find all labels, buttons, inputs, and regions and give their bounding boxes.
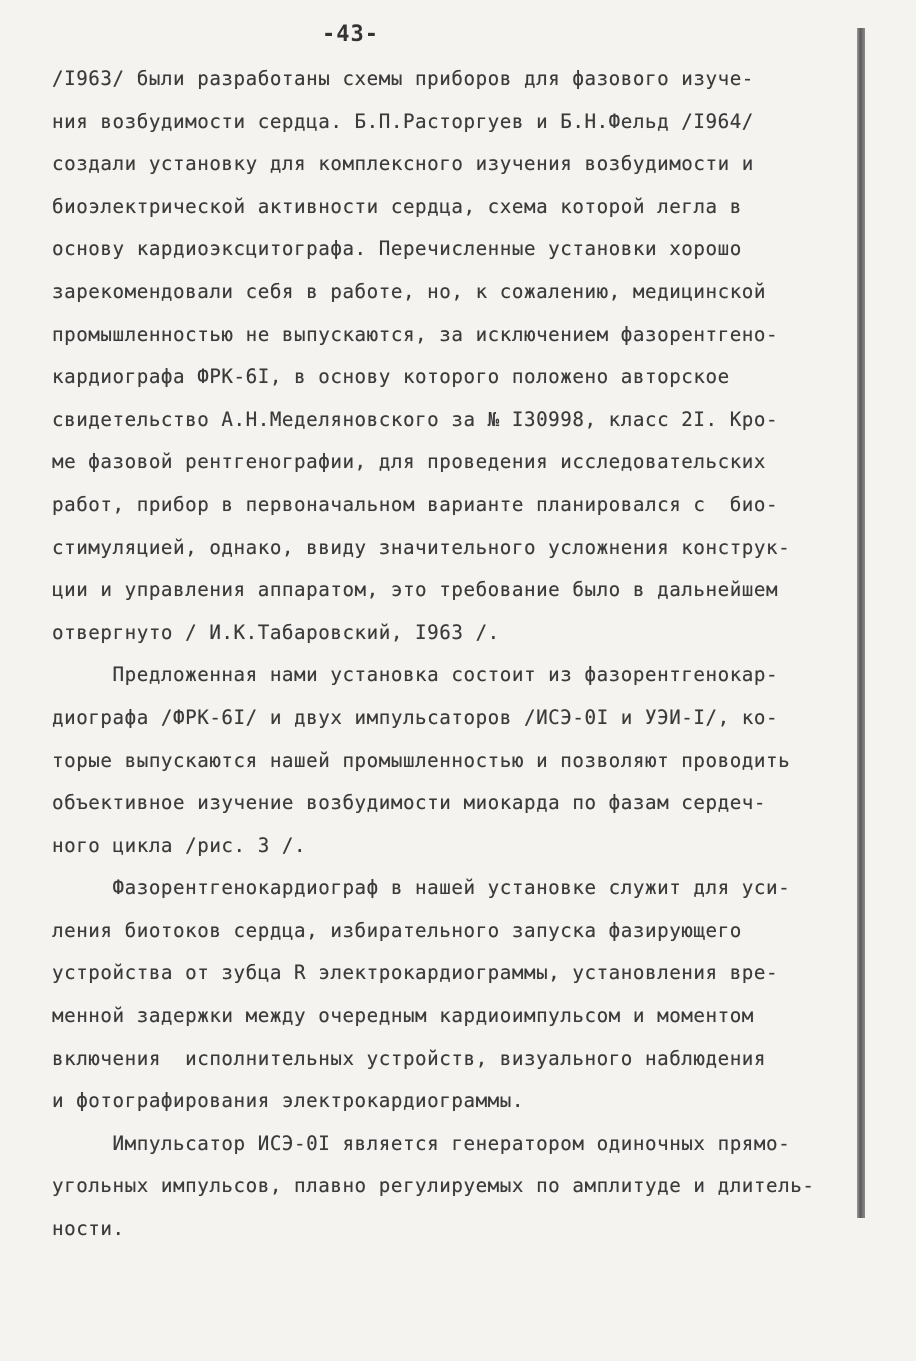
text-line: диографа /ФРК-6I/ и двух импульсаторов /ИСЭ-0I и УЭИ-I/, ко- <box>52 705 779 729</box>
page-number: -43- <box>322 22 379 47</box>
text-line: промышленностью не выпускаются, за исключением фазорентгено- <box>52 322 779 346</box>
text-line: работ, прибор в первоначальном варианте планировался с био- <box>52 492 779 516</box>
text-line: ности. <box>52 1217 125 1241</box>
text-line: ме фазовой рентгенографии, для проведения исследовательских <box>52 450 767 474</box>
text-line: свидетельство А.Н.Меделяновского за № I30998, класс 2I. Кро- <box>52 407 779 431</box>
page-edge-bar <box>857 28 865 1218</box>
text-line: ного цикла /рис. 3 /. <box>52 833 307 857</box>
text-line: основу кардиоэксцитографа. Перечисленные установки хорошо <box>52 237 742 261</box>
text-line: торые выпускаются нашей промышленностью и позволяют проводить <box>52 748 791 772</box>
text-line: устройства от зубца R электрокардиограммы, установления вре- <box>52 961 779 985</box>
text-line: включения исполнительных устройств, визуального наблюдения <box>52 1046 767 1070</box>
text-line: /I963/ были разработаны схемы приборов для фазового изуче- <box>52 67 754 90</box>
body-text <box>52 58 852 1251</box>
text-line: объективное изучение возбудимости миокарда по фазам сердеч- <box>52 791 767 815</box>
text-line: ции и управления аппаратом, это требование было в дальнейшем <box>52 578 779 602</box>
text-line: ления биотоков сердца, избирательного запуска фазирующего <box>52 918 742 942</box>
text-line: биоэлектрической активности сердца, схема которой легла в <box>52 194 742 218</box>
text-line: ния возбудимости сердца. Б.П.Расторгуев и Б.Н.Фельд /I964/ <box>52 109 754 133</box>
text-line: Импульсатор ИСЭ-0I является генератором одиночных прямо- <box>52 1131 791 1155</box>
text-line: Фазорентгенокардиограф в нашей установке служит для уси- <box>52 876 791 900</box>
text-line: стимуляцией, однако, ввиду значительного усложнения конструк- <box>52 535 791 559</box>
text-line: отвергнуто / И.К.Табаровский, I963 /. <box>52 620 500 644</box>
text-line: создали установку для комплексного изучения возбудимости и <box>52 152 754 176</box>
text-line: менной задержки между очередным кардиоимпульсом и моментом <box>52 1004 754 1028</box>
text-line: угольных импульсов, плавно регулируемых по амплитуде и длитель- <box>52 1174 815 1198</box>
text-line: и фотографирования электрокардиограммы. <box>52 1089 524 1113</box>
text-line: зарекомендовали себя в работе, но, к сожалению, медицинской <box>52 279 767 303</box>
text-line: кардиографа ФРК-6I, в основу которого положено авторское <box>52 365 730 389</box>
text-line: Предложенная нами установка состоит из фазорентгенокар- <box>52 663 779 687</box>
